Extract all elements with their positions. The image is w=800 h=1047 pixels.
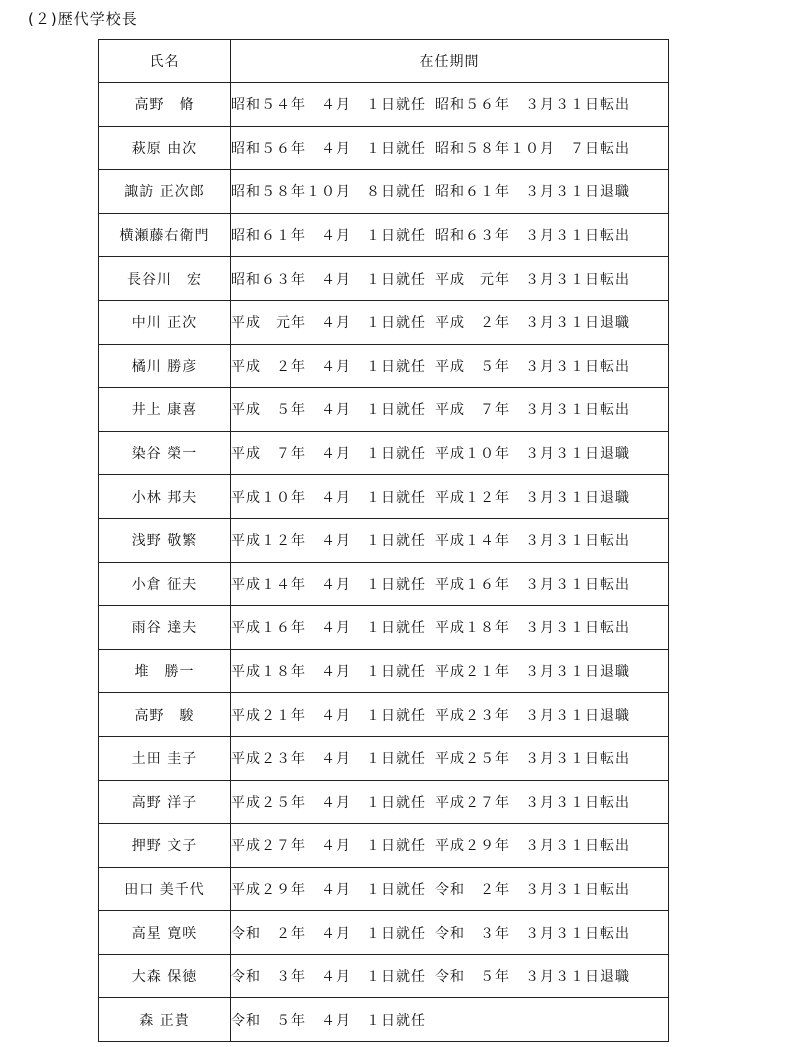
principal-name: 染谷 榮一	[99, 431, 231, 475]
table-row	[99, 649, 669, 693]
principal-name: 堆 勝一	[99, 649, 231, 693]
principal-name: 橘川 勝彦	[99, 344, 231, 388]
principal-name: 森 正貴	[99, 998, 231, 1042]
term-start: 昭和６３年 ４月 １日就任	[231, 271, 426, 288]
principal-name: 横瀬藤右衛門	[99, 213, 231, 257]
term-start: 令和 ５年 ４月 １日就任	[231, 1012, 426, 1029]
term-period	[231, 344, 669, 388]
table-body	[99, 83, 669, 1042]
term-start: 平成１８年 ４月 １日就任	[231, 664, 426, 681]
term-end: 平成２３年 ３月３１日退職	[435, 707, 630, 724]
term-period	[231, 998, 669, 1042]
table-row	[99, 300, 669, 344]
term-end: 平成 ７年 ３月３１日転出	[435, 402, 630, 419]
term-end: 平成 ５年 ３月３１日転出	[435, 358, 630, 375]
table-row	[99, 388, 669, 432]
term-period	[231, 126, 669, 170]
term-period	[231, 431, 669, 475]
term-end: 平成２７年 ３月３１日転出	[435, 794, 630, 811]
table-row	[99, 431, 669, 475]
term-start: 平成１０年 ４月 １日就任	[231, 489, 426, 506]
table-row	[99, 954, 669, 998]
term-period	[231, 83, 669, 127]
term-period	[231, 867, 669, 911]
term-start: 平成２７年 ４月 １日就任	[231, 838, 426, 855]
term-start: 昭和６１年 ４月 １日就任	[231, 228, 426, 245]
term-end: 平成２５年 ３月３１日転出	[435, 751, 630, 768]
header-term: 在任期間	[231, 40, 669, 83]
principal-name: 諏訪 正次郎	[99, 170, 231, 214]
term-start: 平成 ７年 ４月 １日就任	[231, 446, 426, 463]
principal-name: 萩原 由次	[99, 126, 231, 170]
term-start: 平成２５年 ４月 １日就任	[231, 794, 426, 811]
term-period	[231, 736, 669, 780]
term-end: 平成１４年 ３月３１日転出	[435, 533, 630, 550]
term-period	[231, 300, 669, 344]
principal-name: 土田 圭子	[99, 736, 231, 780]
term-start: 昭和５６年 ４月 １日就任	[231, 140, 426, 157]
table-row	[99, 693, 669, 737]
table-row	[99, 780, 669, 824]
table-row	[99, 344, 669, 388]
principal-name: 高野 洋子	[99, 780, 231, 824]
term-end: 令和 ２年 ３月３１日転出	[435, 881, 630, 898]
table-header-row	[99, 40, 669, 83]
term-end: 平成 元年 ３月３１日転出	[435, 271, 630, 288]
term-end: 平成２１年 ３月３１日退職	[435, 664, 630, 681]
principal-name: 田口 美千代	[99, 867, 231, 911]
term-period	[231, 562, 669, 606]
term-start: 平成２１年 ４月 １日就任	[231, 707, 426, 724]
principals-table	[98, 39, 669, 1042]
table-row	[99, 911, 669, 955]
term-start: 平成１６年 ４月 １日就任	[231, 620, 426, 637]
principal-name: 中川 正次	[99, 300, 231, 344]
table-row	[99, 998, 669, 1042]
term-start: 平成 ５年 ４月 １日就任	[231, 402, 426, 419]
term-period	[231, 693, 669, 737]
table-row	[99, 170, 669, 214]
term-end: 昭和５６年 ３月３１日転出	[435, 97, 630, 114]
term-start: 平成２３年 ４月 １日就任	[231, 751, 426, 768]
term-end: 平成２９年 ３月３１日転出	[435, 838, 630, 855]
principal-name: 押野 文子	[99, 824, 231, 868]
term-end: 平成 ２年 ３月３１日退職	[435, 315, 630, 332]
term-period	[231, 170, 669, 214]
term-period	[231, 780, 669, 824]
principal-name: 小林 邦夫	[99, 475, 231, 519]
term-period	[231, 649, 669, 693]
term-end: 令和 ５年 ３月３１日退職	[435, 969, 630, 986]
table-row	[99, 213, 669, 257]
term-end: 昭和６１年 ３月３１日退職	[435, 184, 630, 201]
table-row	[99, 475, 669, 519]
term-start: 平成 元年 ４月 １日就任	[231, 315, 426, 332]
principal-name: 雨谷 達夫	[99, 606, 231, 650]
term-start: 平成 ２年 ４月 １日就任	[231, 358, 426, 375]
principal-name: 高星 寛咲	[99, 911, 231, 955]
term-end: 平成１６年 ３月３１日転出	[435, 576, 630, 593]
term-end: 平成１０年 ３月３１日退職	[435, 446, 630, 463]
term-end: 昭和５８年１０月 ７日転出	[435, 140, 630, 157]
term-period	[231, 954, 669, 998]
page-heading: (２)歴代学校長	[28, 10, 138, 28]
term-start: 平成１４年 ４月 １日就任	[231, 576, 426, 593]
principal-name: 長谷川 宏	[99, 257, 231, 301]
term-period	[231, 606, 669, 650]
term-period	[231, 257, 669, 301]
term-start: 平成２９年 ４月 １日就任	[231, 881, 426, 898]
term-period	[231, 475, 669, 519]
term-start: 昭和５８年１０月 ８日就任	[231, 184, 426, 201]
term-end: 平成１２年 ３月３１日退職	[435, 489, 630, 506]
term-end: 昭和６３年 ３月３１日転出	[435, 228, 630, 245]
header-name: 氏名	[99, 40, 231, 83]
term-end: 令和 ３年 ３月３１日転出	[435, 925, 630, 942]
term-start: 令和 ２年 ４月 １日就任	[231, 925, 426, 942]
table-row	[99, 83, 669, 127]
term-period	[231, 213, 669, 257]
table-row	[99, 257, 669, 301]
term-start: 昭和５４年 ４月 １日就任	[231, 97, 426, 114]
principal-name: 井上 康喜	[99, 388, 231, 432]
term-end: 平成１８年 ３月３１日転出	[435, 620, 630, 637]
table-row	[99, 562, 669, 606]
table-row	[99, 518, 669, 562]
table-row	[99, 867, 669, 911]
principal-name: 大森 保徳	[99, 954, 231, 998]
table-row	[99, 606, 669, 650]
principal-name: 高野 駿	[99, 693, 231, 737]
table-row	[99, 126, 669, 170]
principal-name: 浅野 敬繁	[99, 518, 231, 562]
table-row	[99, 736, 669, 780]
term-period	[231, 824, 669, 868]
term-period	[231, 388, 669, 432]
term-start: 平成１２年 ４月 １日就任	[231, 533, 426, 550]
table-row	[99, 824, 669, 868]
term-period	[231, 911, 669, 955]
term-period	[231, 518, 669, 562]
term-start: 令和 ３年 ４月 １日就任	[231, 969, 426, 986]
principal-name: 小倉 征夫	[99, 562, 231, 606]
principal-name: 高野 脩	[99, 83, 231, 127]
